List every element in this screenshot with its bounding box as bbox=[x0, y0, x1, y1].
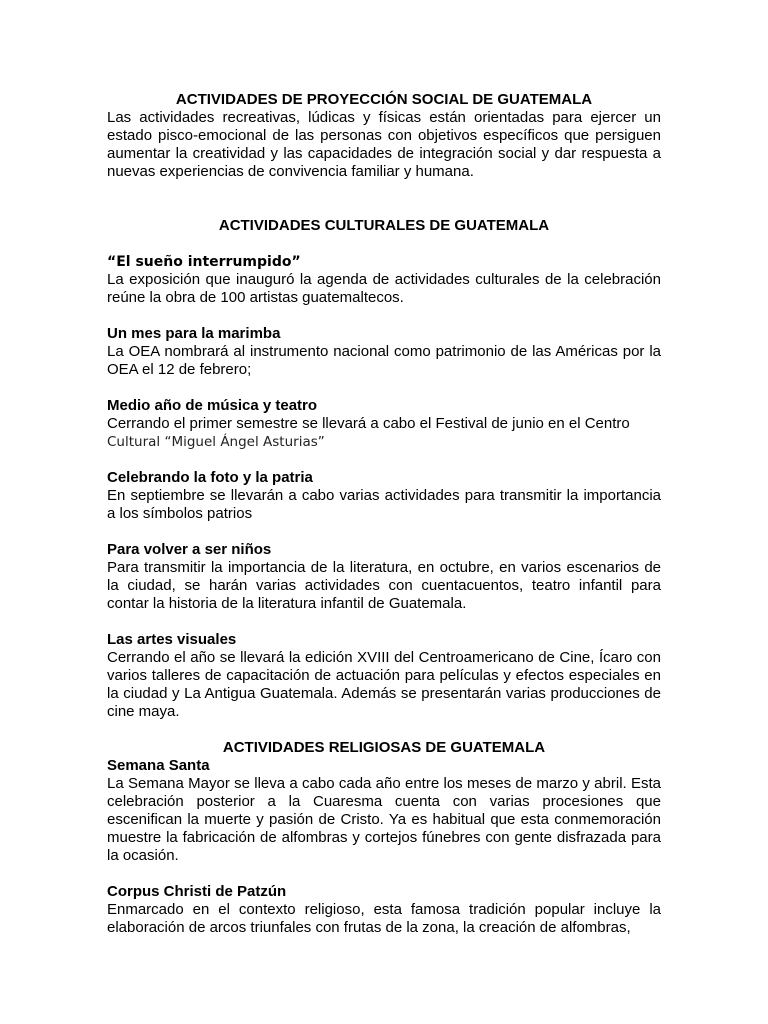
paragraph-foto-patria: En septiembre se llevarán a cabo varias actividades para transmitir la importancia a los símbolos patrios bbox=[107, 487, 661, 522]
heading-sueno-interrumpido: “El sueño interrumpido” bbox=[107, 254, 301, 270]
document-page bbox=[107, 91, 661, 937]
heading-corpus-christi: Corpus Christi de Patzún bbox=[107, 883, 287, 900]
heading-marimba: Un mes para la marimba bbox=[107, 325, 281, 342]
heading-artes-visuales: Las artes visuales bbox=[107, 631, 237, 648]
heading-volver-ninos: Para volver a ser niños bbox=[107, 541, 272, 558]
paragraph-marimba: La OEA nombrará al instrumento nacional como patrimonio de las Américas por la OEA el 12 de febrero; bbox=[107, 343, 661, 378]
paragraph-musica-teatro bbox=[107, 415, 661, 451]
paragraph-artes-visuales: Cerrando el año se llevará la edición XVIII del Centroamericano de Cine, Ícaro con varios talleres de capacitación de actuación para películas y efectos especiales en la ciudad y La Antigua Guatemala. Además se presentarán varias producciones de cine maya. bbox=[107, 649, 661, 720]
section-title-proyeccion-social: ACTIVIDADES DE PROYECCIÓN SOCIAL DE GUATEMALA bbox=[175, 91, 593, 108]
heading-musica-teatro: Medio año de música y teatro bbox=[107, 397, 318, 414]
paragraph-musica-teatro-centro: Cultural “Miguel Ángel Asturias” bbox=[107, 434, 325, 450]
heading-semana-santa: Semana Santa bbox=[107, 757, 210, 774]
paragraph-musica-teatro-text: Cerrando el primer semestre se llevará a cabo el Festival de junio en el Centro bbox=[107, 415, 630, 432]
paragraph-corpus-christi: Enmarcado en el contexto religioso, esta famosa tradición popular incluye la elaboración de arcos triunfales con frutas de la zona, la creación de alfombras, bbox=[107, 901, 661, 936]
section-title-culturales: ACTIVIDADES CULTURALES DE GUATEMALA bbox=[218, 217, 550, 234]
paragraph-volver-ninos: Para transmitir la importancia de la literatura, en octubre, en varios escenarios de la ciudad, se harán varias actividades con cuentacuentos, teatro infantil para contar la historia de la literatura infantil de Guatemala. bbox=[107, 559, 661, 612]
heading-foto-patria: Celebrando la foto y la patria bbox=[107, 469, 313, 486]
paragraph-sueno-interrumpido: La exposición que inauguró la agenda de actividades culturales de la celebración reúne la obra de 100 artistas guatemaltecos. bbox=[107, 271, 661, 306]
intro-paragraph: Las actividades recreativas, lúdicas y físicas están orientadas para ejercer un estado pisco-emocional de las personas con objetivos específicos que persiguen aumentar la creatividad y las capacidades de integración social y dar respuesta a nuevas experiencias de convivencia familiar y humana. bbox=[107, 109, 661, 180]
paragraph-semana-santa: La Semana Mayor se lleva a cabo cada año entre los meses de marzo y abril. Esta celebración posterior a la Cuaresma cuenta con varias procesiones que escenifican la muerte y pasión de Cristo. Ya es habitual que esta conmemoración muestre la fabricación de alfombras y cortejos fúnebres con gente disfrazada para la ocasión. bbox=[107, 775, 661, 864]
section-title-religiosas: ACTIVIDADES RELIGIOSAS DE GUATEMALA bbox=[222, 739, 546, 756]
